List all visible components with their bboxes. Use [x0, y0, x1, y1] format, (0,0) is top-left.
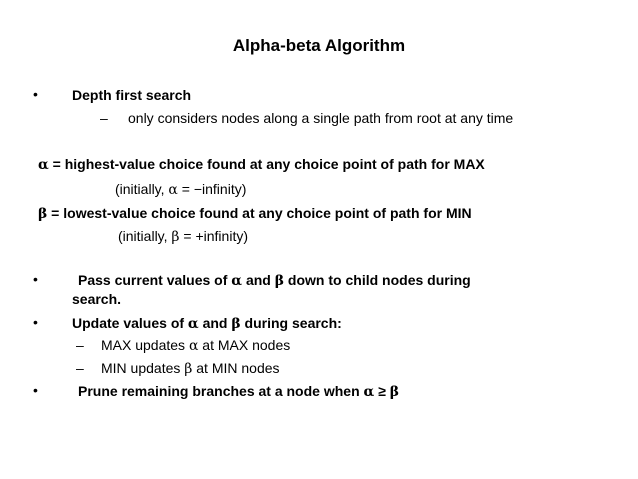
- prune-text: Prune remaining branches at a node when: [78, 383, 364, 399]
- bullet-icon: •: [33, 271, 38, 287]
- beta-initial: [118, 228, 248, 245]
- beta-symbol: β: [38, 206, 48, 222]
- beta-symbol: β: [389, 384, 400, 400]
- max-updates-suffix: at MAX nodes: [198, 337, 291, 353]
- pass-values-and: and: [242, 272, 275, 288]
- max-updates-line: [101, 337, 290, 354]
- update-values-line: [72, 315, 342, 332]
- pass-values-rest: down to child nodes during: [284, 272, 471, 288]
- alpha-initial-suffix: = −infinity): [177, 181, 247, 197]
- pass-values-text: Pass current values of: [78, 272, 232, 288]
- prune-line: [78, 383, 399, 400]
- alpha-symbol: α: [231, 273, 243, 289]
- beta-symbol: β: [231, 316, 241, 332]
- alpha-initial: [115, 181, 246, 198]
- slide-title: Alpha-beta Algorithm: [232, 36, 406, 55]
- beta-initial-suffix: = +infinity): [179, 228, 248, 244]
- bullet-icon: •: [33, 86, 38, 102]
- dash-icon: –: [76, 337, 84, 353]
- alpha-definition: [38, 156, 485, 173]
- alpha-symbol: α: [363, 384, 375, 400]
- min-updates-line: [101, 360, 280, 377]
- alpha-initial-symbol: α: [168, 182, 178, 198]
- dash-icon: –: [100, 110, 108, 126]
- beta-initial-prefix: (initially,: [118, 228, 172, 244]
- dash-icon: –: [76, 360, 84, 376]
- max-updates-prefix: MAX updates: [101, 337, 189, 353]
- beta-symbol: β: [274, 273, 285, 289]
- min-updates-prefix: MIN updates: [101, 360, 185, 376]
- pass-values-line1: [78, 272, 471, 289]
- beta-initial-symbol: β: [171, 229, 180, 245]
- greater-equal-sign: ≥: [374, 383, 390, 399]
- depth-first-sub: only considers nodes along a single path from root at any time: [128, 110, 514, 126]
- bullet-icon: •: [33, 314, 38, 330]
- update-values-and: and: [198, 315, 232, 331]
- update-values-rest: during search:: [240, 315, 342, 331]
- alpha-initial-prefix: (initially,: [115, 181, 169, 197]
- beta-definition: [38, 205, 472, 222]
- alpha-definition-text: = highest-value choice found at any choice point of path for MAX: [48, 156, 485, 172]
- alpha-symbol: α: [38, 157, 49, 173]
- beta-symbol: β: [184, 361, 193, 377]
- bullet-icon: •: [33, 382, 38, 398]
- min-updates-suffix: at MIN nodes: [192, 360, 280, 376]
- alpha-symbol: α: [187, 316, 199, 332]
- pass-values-line2: search.: [72, 291, 122, 307]
- depth-first-label: Depth first search: [72, 87, 192, 103]
- update-values-text: Update values of: [72, 315, 188, 331]
- alpha-symbol: α: [188, 338, 199, 354]
- beta-definition-text: = lowest-value choice found at any choice point of path for MIN: [47, 205, 472, 221]
